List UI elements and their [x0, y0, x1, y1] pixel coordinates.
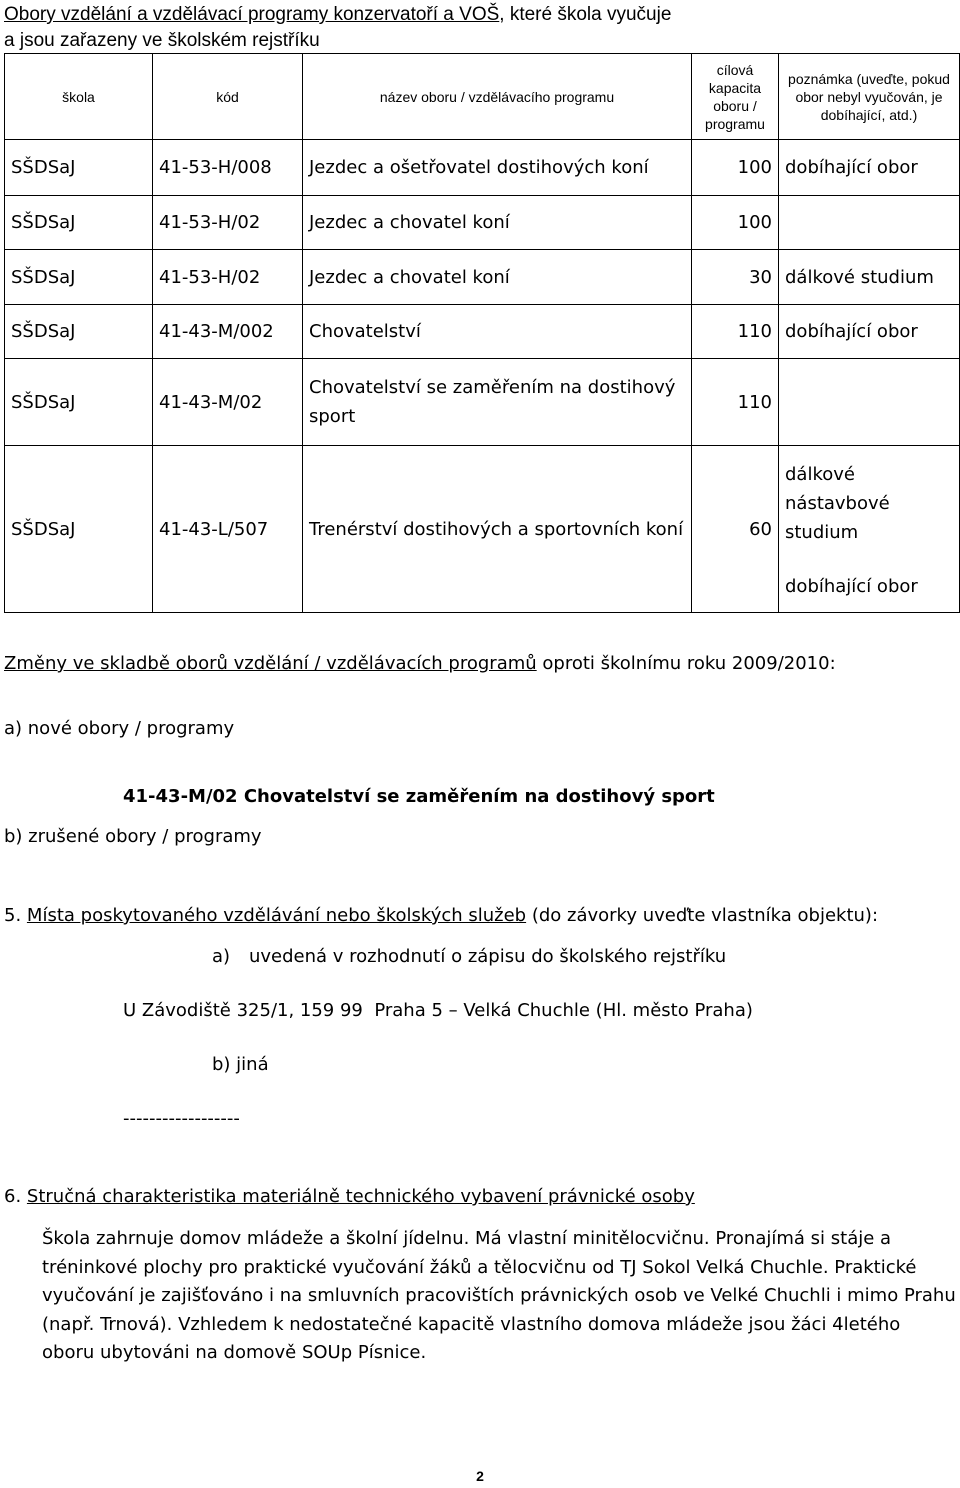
header-kod: kód: [153, 54, 303, 140]
new-programs-label: a) nové obory / programy: [4, 718, 235, 739]
cell-kapacita: 100: [692, 196, 779, 250]
cell-poznamka: dálkové nástavbové studium: [785, 464, 890, 543]
table-row: [5, 446, 960, 613]
cell-poznamka: dálkové studium: [779, 250, 960, 305]
section6-title: [4, 1183, 695, 1211]
cell-skola: SŠDSaJ: [5, 196, 153, 250]
cell-poznamka: dobíhající obor: [779, 140, 960, 196]
section6-number: 6.: [4, 1186, 22, 1207]
section-heading: [4, 2, 944, 54]
cell-nazev: Chovatelství se zaměřením na dostihový sport: [303, 359, 692, 446]
cell-kod: 41-43-M/02: [153, 359, 303, 446]
section5-title-rest: (do závorky uveďte vlastníka objektu):: [526, 905, 879, 926]
cell-kod: 41-43-M/002: [153, 305, 303, 359]
changes-title: [4, 650, 836, 678]
cell-kod: 41-53-H/008: [153, 140, 303, 196]
section5-b-label: b) jiná: [212, 1054, 269, 1075]
cell-nazev: Jezdec a chovatel koní: [303, 250, 692, 305]
section5-number: 5.: [4, 905, 22, 926]
header-skola: škola: [5, 54, 153, 140]
table-header-row: [5, 54, 960, 140]
cell-kapacita: 60: [692, 446, 779, 613]
section5-address: U Závodiště 325/1, 159 99 Praha 5 – Velká Chuchle (Hl. město Praha): [123, 1000, 753, 1021]
cell-skola: SŠDSaJ: [5, 140, 153, 196]
table-row: [5, 196, 960, 250]
cell-kapacita: 110: [692, 359, 779, 446]
cell-skola: SŠDSaJ: [5, 305, 153, 359]
section5-a-text: uvedená v rozhodnutí o zápisu do školského rejstříku: [249, 946, 727, 967]
new-program-item: 41-43-M/02 Chovatelství se zaměřením na dostihový sport: [123, 786, 715, 807]
cell-kod: 41-53-H/02: [153, 250, 303, 305]
cell-nazev: Chovatelství: [303, 305, 692, 359]
section6-paragraph: Škola zahrnuje domov mládeže a školní jídelnu. Má vlastní minitělocvičnu. Pronajímá si stáje a tréninkové plochy pro praktické vyučování žáků a tělocvičnu od TJ Sokol Velká Chuchle. Praktické vyučování je zajišťováno i na smluvních pracovištích právnických osob ve Velké Chuchli i mimo Prahu (např. Trnová). Vzhledem k nedostatečné kapacitě vlastního domova mládeže jsou žáci 4letého oboru ubytováni na domově SOUp Písnice.: [42, 1228, 956, 1363]
cell-nazev: Jezdec a ošetřovatel dostihových koní: [303, 140, 692, 196]
heading-line2: a jsou zařazeny ve školském rejstříku: [4, 30, 320, 51]
changes-title-rest: oproti školnímu roku 2009/2010:: [536, 653, 836, 674]
cell-nazev: Jezdec a chovatel koní: [303, 196, 692, 250]
header-poznamka: poznámka (uveďte, pokud obor nebyl vyučován, je dobíhající, atd.): [779, 54, 960, 140]
cell-poznamka: [779, 359, 960, 446]
cell-kod: 41-53-H/02: [153, 196, 303, 250]
table-row: [5, 359, 960, 446]
cell-skola: SŠDSaJ: [5, 446, 153, 613]
cell-kapacita: 30: [692, 250, 779, 305]
cell-poznamka: dobíhající obor: [779, 305, 960, 359]
table-row: [5, 305, 960, 359]
cell-poznamka-2: dobíhající obor: [785, 576, 918, 597]
cell-kapacita: 100: [692, 140, 779, 196]
cell-skola: SŠDSaJ: [5, 359, 153, 446]
cancelled-programs-label: b) zrušené obory / programy: [4, 826, 262, 847]
programs-table: [4, 53, 960, 613]
table-row: [5, 140, 960, 196]
header-kapacita: cílová kapacita oboru / programu: [692, 54, 779, 140]
cell-poznamka: [779, 196, 960, 250]
section5-title: [4, 902, 878, 930]
header-nazev: název oboru / vzdělávacího programu: [303, 54, 692, 140]
cell-skola: SŠDSaJ: [5, 250, 153, 305]
page-number: 2: [476, 1468, 484, 1484]
changes-title-link: Změny ve skladbě oborů vzdělání / vzdělávacích programů: [4, 653, 537, 674]
table-row: [5, 250, 960, 305]
heading-rest: , které škola vyučuje: [499, 4, 672, 25]
cell-kapacita: 110: [692, 305, 779, 359]
cell-nazev: Trenérství dostihových a sportovních koní: [303, 446, 692, 613]
section5-a-label: a): [212, 946, 231, 967]
section5-dashes: ------------------: [123, 1108, 240, 1129]
section5-title-link: Místa poskytovaného vzdělávání nebo školských služeb: [26, 905, 527, 926]
heading-link: Obory vzdělání a vzdělávací programy konzervatoří a VOŠ: [4, 4, 500, 25]
cell-kod: 41-43-L/507: [153, 446, 303, 613]
cell-poznamka-multi: [779, 446, 960, 613]
section6-title-link: Stručná charakteristika materiálně technického vybavení právnické osoby: [26, 1186, 695, 1207]
